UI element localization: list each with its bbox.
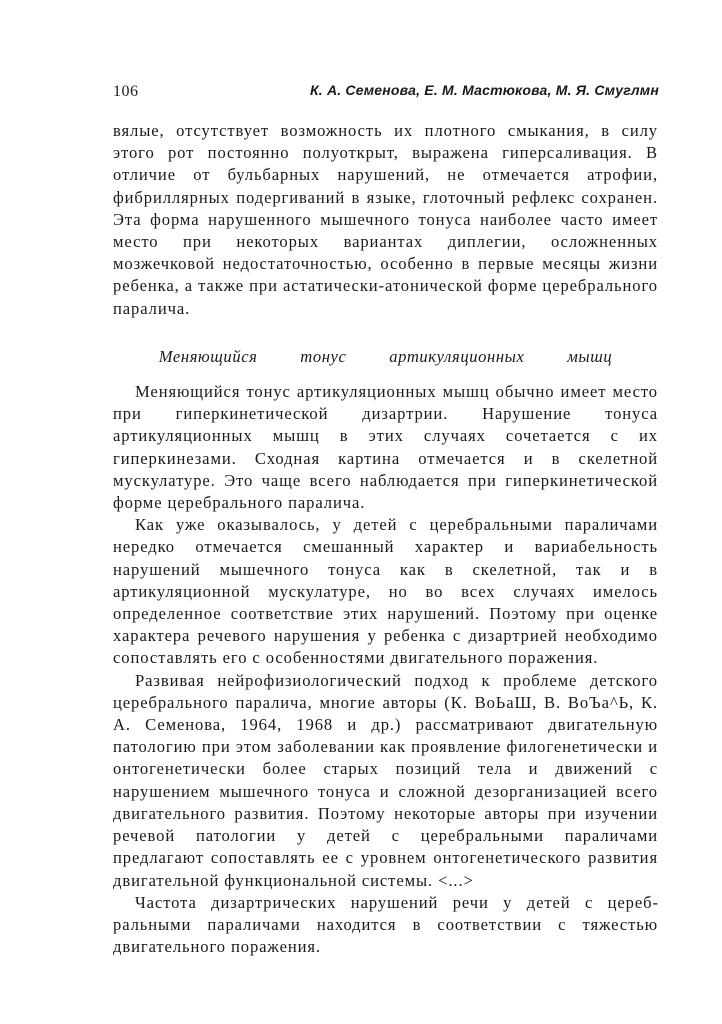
paragraph-continuation: вялые, отсутствует возможность их плотного смыкания, в силу этого рот постоянно полуоткрыт, выражена гиперсаливация. В отличие от бульбарных нарушений, не отмечается атрофии, фибриллярных подергиваний в языке, глоточный рефлекс сохранен. Эта форма нарушенного мышечного тонуса наиболее часто имеет место при некоторых вариантах диплегии, осложненных мозжечковой недостаточностью, особенно в первые месяцы жизни ребенка, а также при астатически-атонической форме церебрального паралича. bbox=[113, 121, 658, 318]
paragraph-changing-tone: Меняющийся тонус артикуляционных мышц обычно имеет место при гиперкинетической дизартрии. Нарушение тонуса артикуляционных мышц в этих случаях сочетается с их гиперкинезами. Сходная картина отмечается и в скелетной мускулатуре. Это чаще всего наблюдается при гиперкинетической форме церебрального паралича. bbox=[113, 382, 658, 513]
section-title: Меняющийся тонус артикуляционных мышц bbox=[158, 346, 613, 366]
page-number: 106 bbox=[113, 83, 139, 100]
paragraph-dysarthria-frequency: Частота дизартрических нарушений речи у детей с церебральными параличами находится в соответствии с тяжестью двигательного поражения. bbox=[113, 892, 658, 957]
running-head-authors: К. А. Семенова, Е. М. Мастюкова, М. Я. Смуглмн bbox=[309, 82, 659, 98]
main-text-block bbox=[113, 120, 658, 958]
paragraph-mixed-character: Как уже оказывалось, у детей с церебральными параличами нередко отмечается смешанный характер и вариабельность нарушений мышечного тонуса как в скелетной, так и в артикуляционной мускулатуре, но во всех случаях имелось определенное соответствие этих нарушений. Поэтому при оценке характера речевого нарушения у ребенка с дизартрией необходимо сопоставлять его с особенностями двигательного поражения. bbox=[113, 515, 658, 668]
paragraph-neurophysiological-approach: Развивая нейрофизиологический подход к проблеме детского церебрального паралича, многие авторы (К. ВоЬаШ, В. ВоЪа^Ь, К. А. Семенова, 1964, 1968 и др.) рассматривают двигательную патологию при этом заболевании как проявление филогенетически и онтогенетически более старых позиций тела и движений с нарушением мышечного тонуса и сложной дезорганизацией всего двигательного развития. Поэтому некоторые авторы при изучении речевой патологии у детей с церебральными параличами предлагают сопоставлять ее с уровнем онтогенетического развития двигательной функциональной системы. <...> bbox=[113, 670, 658, 890]
